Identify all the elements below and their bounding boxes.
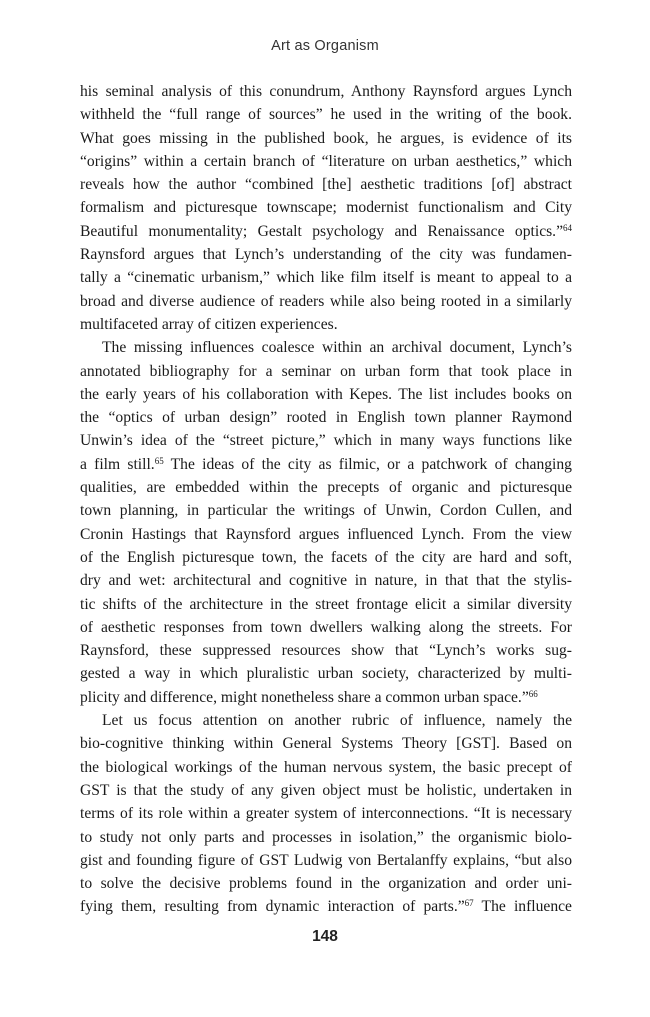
text-line [80, 243, 572, 266]
line-text: multifaceted array of citizen experiences. [80, 315, 338, 333]
line-text: The missing influences coalesce within an archival document, Lynch’s [102, 339, 572, 357]
line-text: Raynsford argues that Lynch’s understanding of the city was fundamen- [80, 246, 572, 264]
text-line [80, 686, 572, 709]
text-line [80, 196, 572, 219]
text-line [80, 313, 572, 336]
text-line [80, 732, 572, 755]
text-line [80, 360, 572, 383]
line-text: GST is that the study of any given object must be holistic, undertaken in [80, 781, 572, 799]
text-line [80, 523, 572, 546]
line-text: to study not only parts and processes in isolation,” the organismic biolo- [80, 828, 572, 846]
footnote-marker[interactable]: 64 [563, 222, 572, 233]
text-line [80, 756, 572, 779]
text-line [80, 499, 572, 522]
line-text: gested a way in which pluralistic urban society, characterized by multi- [80, 665, 572, 683]
line-text: formalism and picturesque townscape; modernist functionalism and City [80, 199, 572, 217]
line-text: the biological workings of the human nervous system, the basic precept of [80, 758, 572, 776]
footnote-marker[interactable]: 65 [154, 455, 164, 466]
text-line [80, 429, 572, 452]
line-text: broad and diverse audience of readers while also being rooted in a similarly [80, 292, 572, 310]
line-text-continued: The ideas of the city as filmic, or a patchwork of changing [163, 455, 572, 473]
text-line [80, 546, 572, 569]
text-line [80, 453, 572, 476]
text-line [80, 103, 572, 126]
line-text: qualities, are embedded within the precepts of organic and picturesque [80, 479, 572, 497]
line-text: annotated bibliography for a seminar on urban form that took place in [80, 362, 572, 380]
text-line [80, 569, 572, 592]
text-line [80, 383, 572, 406]
line-text: What goes missing in the published book, he argues, is evidence of its [80, 129, 572, 147]
text-line [80, 872, 572, 895]
text-line [80, 476, 572, 499]
line-text: of the English picturesque town, the facets of the city are hard and soft, [80, 548, 572, 566]
line-text: Let us focus attention on another rubric of influence, namely the [102, 712, 572, 730]
text-line [80, 639, 572, 662]
line-text: the early years of his collaboration with Kepes. The list includes books on [80, 385, 572, 403]
text-line [80, 593, 572, 616]
running-header-title: Art as Organism [271, 38, 379, 54]
line-text: a film still. [80, 455, 155, 473]
text-line [80, 616, 572, 639]
text-line [80, 80, 572, 103]
text-line [80, 779, 572, 802]
line-text: tic shifts of the architecture in the street frontage elicit a similar diversity [80, 595, 572, 613]
text-line [80, 826, 572, 849]
line-text: Raynsford, these suppressed resources show that “Lynch’s works sug- [80, 642, 572, 660]
line-text: withheld the “full range of sources” he used in the writing of the book. [80, 106, 572, 124]
line-text: tally a “cinematic urbanism,” which like film itself is meant to appeal to a [80, 269, 572, 287]
line-text: reveals how the author “combined [the] aesthetic traditions [of] abstract [80, 176, 572, 194]
text-line [80, 150, 572, 173]
line-text: the “optics of urban design” rooted in English town planner Raymond [80, 409, 572, 427]
text-line [80, 662, 572, 685]
line-text: bio-cognitive thinking within General Systems Theory [GST]. Based on [80, 735, 572, 753]
text-line [80, 127, 572, 150]
text-line [80, 290, 572, 313]
line-text: to solve the decisive problems found in the organization and order uni- [80, 875, 572, 893]
line-text: town planning, in particular the writings of Unwin, Cordon Cullen, and [80, 502, 572, 520]
text-line [80, 895, 572, 918]
line-text-continued: The influence [473, 898, 572, 916]
text-line [80, 802, 572, 825]
line-text: his seminal analysis of this conundrum, Anthony Raynsford argues Lynch [80, 83, 572, 100]
line-text: terms of its role within a greater system of interconnections. “It is necessary [80, 805, 572, 823]
line-text: “origins” within a certain branch of “literature on urban aesthetics,” which [80, 152, 572, 170]
text-line [80, 406, 572, 429]
text-line [80, 220, 572, 243]
line-text: plicity and difference, might nonetheless share a common urban space.” [80, 688, 529, 706]
text-line [80, 266, 572, 289]
line-text: Unwin’s idea of the “street picture,” which in many ways functions like [80, 432, 572, 450]
text-line [80, 709, 572, 732]
line-text: Cronin Hastings that Raynsford argues influenced Lynch. From the view [80, 525, 572, 543]
page-number: 148 [312, 928, 338, 945]
body-text [80, 80, 572, 919]
footnote-marker[interactable]: 66 [528, 688, 538, 699]
line-text: dry and wet: architectural and cognitive in nature, in that that the stylis- [80, 572, 572, 590]
line-text: Beautiful monumentality; Gestalt psychology and Renaissance optics.” [80, 222, 563, 240]
text-line [80, 173, 572, 196]
line-text: of aesthetic responses from town dwellers walking along the streets. For [80, 618, 572, 636]
text-line [80, 336, 572, 359]
line-text: fying them, resulting from dynamic interaction of parts.” [80, 898, 465, 916]
footnote-marker[interactable]: 67 [464, 898, 474, 909]
text-line [80, 849, 572, 872]
line-text: gist and founding figure of GST Ludwig von Bertalanffy explains, “but also [80, 851, 572, 869]
